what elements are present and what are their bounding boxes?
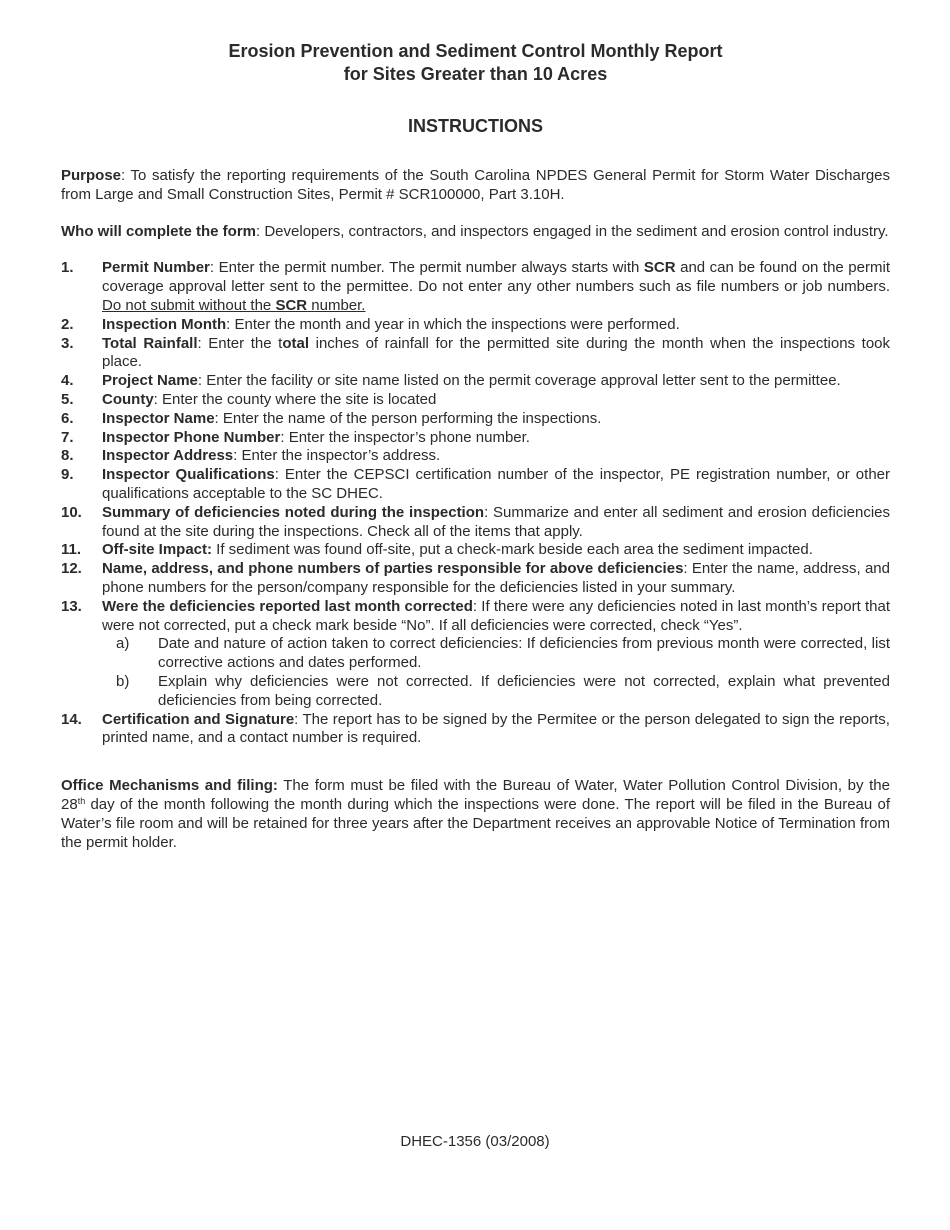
purpose-paragraph xyxy=(61,167,890,205)
item-body xyxy=(102,560,890,598)
instruction-item xyxy=(61,335,890,373)
instruction-item xyxy=(61,466,890,504)
item-text: : Enter the county where the site is located xyxy=(153,390,437,408)
item-body xyxy=(102,466,890,504)
instruction-item xyxy=(61,391,890,410)
item-number: 13. xyxy=(61,597,82,615)
purpose-label: Purpose xyxy=(61,167,122,184)
item-body xyxy=(102,429,890,448)
office-label: Office Mechanisms and filing: xyxy=(61,777,278,795)
item-number: 10. xyxy=(61,503,82,521)
item-label: Off-site Impact: xyxy=(102,541,213,559)
form-number: DHEC-1356 (03/2008) xyxy=(400,1133,550,1150)
item-label: Inspector Name xyxy=(102,409,215,427)
office-paragraph xyxy=(61,777,890,852)
item-body xyxy=(102,372,890,391)
office-text: The form must be filed with the Bureau of Water, Water Pollution Control Division, by the 28 xyxy=(61,777,890,813)
subitem-text: Explain why deficiencies were not corrected. If deficiencies were not corrected, explain what prevented deficiencies from being corrected. xyxy=(158,672,890,709)
purpose-text: : To satisfy the reporting requirements of the South Carolina NPDES General Permit for Storm Water Discharges from Large and Small Construction Sites, Permit # SCR100000, Part 3.10H. xyxy=(61,167,890,203)
item-number: 4. xyxy=(61,372,74,390)
item-body xyxy=(102,598,890,636)
item-label: Were the deficiencies reported last month corrected xyxy=(102,597,473,615)
instruction-item xyxy=(61,504,890,542)
underline-bold-text: SCR xyxy=(275,296,308,314)
instruction-item xyxy=(61,410,890,429)
document-title-line2: for Sites Greater than 10 Acres xyxy=(343,64,608,84)
item-label: Total Rainfall xyxy=(102,334,198,352)
item-label: Inspector Qualifications xyxy=(102,466,275,484)
instruction-item xyxy=(61,598,890,636)
item-number: 2. xyxy=(61,315,74,333)
item-label: Name, address, and phone numbers of parties responsible for above deficiencies xyxy=(102,560,684,578)
item-underlined-note xyxy=(102,297,365,314)
item-number: 6. xyxy=(61,409,74,427)
item-bold-text: otal xyxy=(282,334,310,352)
item-body xyxy=(102,391,890,410)
who-label: Who will complete the form xyxy=(61,222,257,240)
item-body xyxy=(102,711,890,749)
item-label: Project Name xyxy=(102,372,198,390)
item-text: : Summarize and enter all sediment and erosion deficiencies found at the site during the inspections. Check all of the items that apply. xyxy=(102,503,890,540)
office-superscript: th xyxy=(77,795,86,806)
item-number: 11. xyxy=(61,541,82,559)
instruction-subitem xyxy=(116,635,890,673)
subitem-text: Date and nature of action taken to correct deficiencies: If deficiencies from previous month were corrected, list corrective actions and dates performed. xyxy=(158,635,890,672)
item-number: 5. xyxy=(61,390,74,408)
document-title-line1: Erosion Prevention and Sediment Control Monthly Report xyxy=(228,41,723,61)
item-text: : Enter the name, address, and phone numbers for the person/company responsible for the deficiencies listed in your summary. xyxy=(102,560,890,596)
item-text: : Enter the inspector’s phone number. xyxy=(280,428,530,446)
section-heading: INSTRUCTIONS xyxy=(408,116,543,136)
item-label: Inspection Month xyxy=(102,315,227,333)
item-text: : Enter the facility or site name listed on the permit coverage approval letter sent to the permittee. xyxy=(197,372,841,390)
item-label: Permit Number xyxy=(102,259,210,277)
item-body xyxy=(102,504,890,542)
instruction-item xyxy=(61,429,890,448)
item-label: Inspector Phone Number xyxy=(102,428,281,446)
who-paragraph xyxy=(61,223,890,242)
instruction-item xyxy=(61,316,890,335)
who-text: : Developers, contractors, and inspectors engaged in the sediment and erosion control industry. xyxy=(256,222,889,240)
item-text: : Enter the month and year in which the inspections were performed. xyxy=(226,315,680,333)
item-text: inches of rainfall for the permitted site during the month when the inspections took place. xyxy=(102,334,891,371)
item-number: 14. xyxy=(61,710,82,728)
instruction-item xyxy=(61,372,890,391)
item-text: If sediment was found off-site, put a check-mark beside each area the sediment impacted. xyxy=(212,541,813,559)
subitem-letter: b) xyxy=(116,672,130,690)
document-page xyxy=(61,40,890,852)
item-label: Summary of deficiencies noted during the inspection xyxy=(102,503,485,521)
instruction-subitem xyxy=(116,673,890,711)
item-number: 3. xyxy=(61,334,74,352)
office-text: day of the month following the month during which the inspections were done. The report will be filed in the Bureau of Water’s file room and will be retained for three years after the Department receives an approvable Notice of Termination from the permit holder. xyxy=(61,795,890,851)
item-text: : Enter the name of the person performing the inspections. xyxy=(214,409,602,427)
item-body xyxy=(102,335,890,373)
item-text: : Enter the t xyxy=(197,334,283,352)
instruction-item xyxy=(61,560,890,598)
item-text: : Enter the CEPSCI certification number of the inspector, PE registration number, or other qualifications acceptable to the SC DHEC. xyxy=(102,466,891,502)
item-label: County xyxy=(102,390,154,408)
item-body xyxy=(102,447,890,466)
item-number: 1. xyxy=(61,259,74,277)
item-bold-text: SCR xyxy=(643,259,676,277)
instruction-list xyxy=(61,259,890,748)
instruction-item xyxy=(61,541,890,560)
item-body xyxy=(102,259,890,315)
item-body xyxy=(102,410,890,429)
item-text: : Enter the permit number. The permit number always starts with xyxy=(209,259,644,277)
item-number: 9. xyxy=(61,466,74,484)
item-text: and can be found on the permit coverage approval letter sent to the permittee. Do not enter any other numbers such as file numbers or job numbers. xyxy=(102,259,890,296)
item-text: : If there were any deficiencies noted in last month’s report that were not corrected, put a check mark beside “No”. If all deficiencies were corrected, check “Yes”. xyxy=(102,597,890,634)
instruction-item xyxy=(61,711,890,749)
instruction-item xyxy=(61,259,890,315)
item-body xyxy=(102,541,890,560)
underline-text: number. xyxy=(307,296,366,314)
underline-text: Do not submit without the xyxy=(102,296,276,314)
item-label: Inspector Address xyxy=(102,447,234,465)
item-number: 12. xyxy=(61,560,82,578)
item-number: 7. xyxy=(61,428,74,446)
item-text: : Enter the inspector’s address. xyxy=(233,447,441,465)
item-label: Certification and Signature xyxy=(102,710,295,728)
subitem-letter: a) xyxy=(116,635,130,653)
instruction-item xyxy=(61,447,890,466)
item-number: 8. xyxy=(61,447,74,465)
item-body xyxy=(102,316,890,335)
item-text: : The report has to be signed by the Permitee or the person delegated to sign the reports, printed name, and a contact number is required. xyxy=(102,710,890,747)
